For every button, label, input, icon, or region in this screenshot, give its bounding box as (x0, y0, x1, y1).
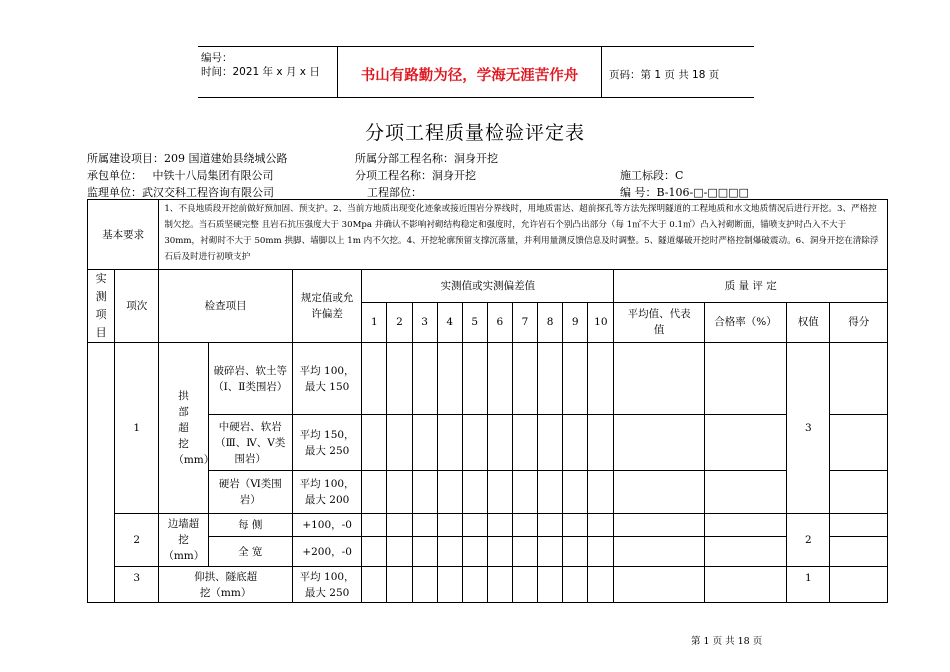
measure-no: 4 (437, 302, 462, 342)
inspection-table (87, 199, 888, 603)
table-row (88, 343, 888, 415)
tolerance-value: 平均 150，最大 250 (292, 415, 361, 471)
tolerance-value: 平均 100，最大 250 (292, 567, 361, 603)
col-item-no: 项次 (115, 270, 159, 343)
check-subitem: 每 侧 (208, 514, 292, 537)
col-tolerance: 规定值或允许偏差 (292, 270, 361, 343)
item-name-value: 洞身开挖 (432, 169, 476, 182)
col-measured-values: 实测值或实测偏差值 (362, 270, 614, 303)
check-group: 边墙超挖（mm） (159, 514, 208, 567)
weight-value: 3 (787, 343, 830, 514)
motto-text: 书山有路勤为径，学海无涯苦作舟 (338, 47, 602, 97)
number-label: 编号： (201, 52, 233, 64)
measure-no: 7 (512, 302, 537, 342)
check-group: 拱部超挖（mm） (159, 343, 208, 514)
check-subitem: 硬岩（Ⅵ类围岩） (208, 471, 292, 514)
weight-value: 1 (787, 567, 830, 603)
contractor (87, 167, 274, 183)
check-subitem: 中硬岩、软岩（Ⅲ、Ⅳ、Ⅴ类围岩） (208, 415, 292, 471)
construction-section: 施工标段：C (620, 169, 684, 182)
item-no: 1 (115, 343, 159, 514)
measure-no: 10 (588, 302, 614, 342)
col-check-item: 检查项目 (159, 270, 293, 343)
form-code: 编 号：B-106-□-□□□□ (620, 186, 749, 199)
page-footer: 第 1 页 共 18 页 (691, 636, 763, 647)
col-score: 得分 (830, 302, 888, 342)
header-meta (198, 47, 338, 97)
check-subitem: 破碎岩、软土等（Ⅰ、Ⅱ类围岩） (208, 343, 292, 415)
measured-items-label: 实测项目 (88, 270, 115, 343)
contractor-label: 承包单位： (87, 169, 142, 182)
item-no: 3 (115, 567, 159, 603)
col-pass-rate: 合格率（%） (704, 302, 786, 342)
table-row (88, 567, 888, 603)
measure-no: 6 (487, 302, 512, 342)
item-name (355, 167, 476, 183)
measure-no: 2 (387, 302, 412, 342)
table-row (88, 514, 888, 537)
measure-no: 8 (538, 302, 563, 342)
tolerance-value: 平均 100，最大 200 (292, 471, 361, 514)
table-row (88, 471, 888, 514)
col-average-value: 平均值、代表值 (614, 302, 704, 342)
work-location: 工程部位： (367, 186, 422, 199)
page-indicator: 页码：第 1 页 共 18 页 (609, 68, 720, 81)
col-quality-rating: 质 量 评 定 (614, 270, 888, 303)
weight-value: 2 (787, 514, 830, 567)
project-name: 所属建设项目：209 国道建始县绕城公路 (87, 152, 288, 165)
measure-no: 5 (462, 302, 487, 342)
col-weight: 权值 (787, 302, 830, 342)
measure-no: 1 (362, 302, 387, 342)
table-row (88, 537, 888, 567)
check-subitem: 仰拱、隧底超挖（mm） (159, 567, 293, 603)
basic-requirements-text: 1、不良地质段开挖前做好预加固、预支护。2、当前方地质出现变化迹象或接近围岩分界线时，用地质雷达、超前探孔等方法先探明隧道的工程地质和水文地质情况后进行开挖。3、严格控制欠挖。当石质坚硬完整 且岩石抗压强度大于 30Mpa 并确认不影响衬砌结构稳定和强度时，允许岩石个别凸出部分（每 1㎡不大于 0.1㎡）凸入衬砌断面，锚喷支护时凸入不大于 30mm，衬砌时不大于 50mm 拱脚、墙脚以上 1m 内不欠挖。4、开挖轮廓预留支撑沉落量，并利用量测反馈信息及时调整。5、隧道爆破开挖时严格控制爆破震动。6、洞身开挖在清除浮石后及时进行初喷支护 (159, 200, 888, 270)
tolerance-value: +200，-0 (292, 537, 361, 567)
time-text: 时间：2021 年 x 月 x 日 (201, 66, 320, 78)
check-subitem: 全 宽 (208, 537, 292, 567)
tolerance-value: +100，-0 (292, 514, 361, 537)
page-title: 分项工程质量检验评定表 (364, 122, 585, 144)
measure-no: 3 (412, 302, 437, 342)
basic-requirements-label: 基本要求 (88, 200, 159, 270)
sub-project-name: 所属分部工程名称：洞身开挖 (355, 152, 498, 165)
measure-no: 9 (563, 302, 588, 342)
supervisor (87, 184, 274, 200)
contractor-value: 中铁十八局集团有限公司 (152, 169, 274, 182)
supervisor-value: 武汉交科工程咨询有限公司 (142, 186, 274, 199)
supervisor-label: 监理单位： (87, 186, 142, 199)
item-no: 2 (115, 514, 159, 567)
tolerance-value: 平均 100，最大 150 (292, 343, 361, 415)
item-name-label: 分项工程名称： (355, 169, 432, 182)
document-header (198, 46, 754, 98)
